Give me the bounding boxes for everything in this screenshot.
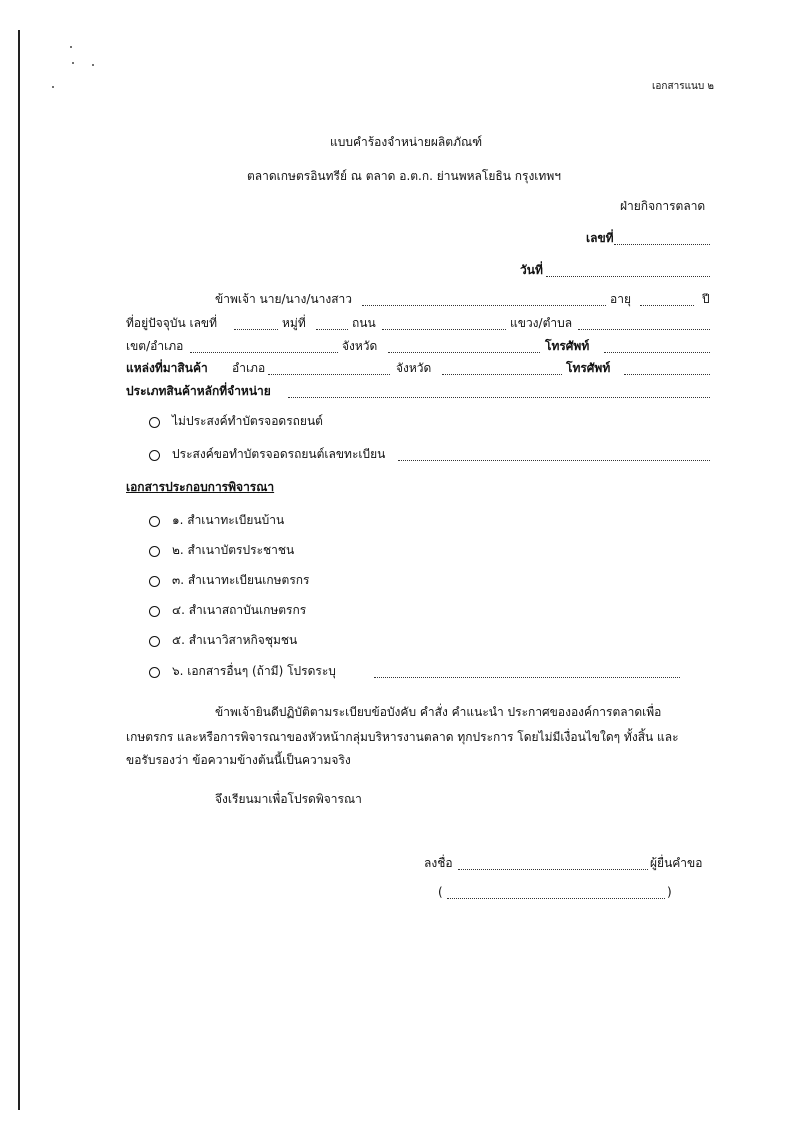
document-item: ๖. เอกสารอื่นๆ (ถ้ามี) โปรดระบุ: [172, 664, 336, 678]
product-type-field[interactable]: [288, 385, 710, 398]
source-province-field[interactable]: [442, 362, 562, 375]
form-title: แบบคำร้องจำหน่ายผลิตภัณฑ์: [330, 135, 483, 149]
age-label: อายุ: [610, 292, 631, 306]
other-document-field[interactable]: [374, 665, 680, 678]
address-number-field[interactable]: [234, 317, 278, 330]
applicant-label: ผู้ยื่นคำขอ: [650, 856, 703, 870]
no-parking-card-radio[interactable]: [149, 417, 160, 428]
source-district-field[interactable]: [268, 362, 390, 375]
address-number-label: ที่อยู่ปัจจุบัน เลขที่: [126, 316, 218, 330]
product-type-label: ประเภทสินค้าหลักที่จำหน่าย: [126, 384, 271, 398]
age-field[interactable]: [640, 293, 694, 306]
source-phone-field[interactable]: [624, 362, 710, 375]
date-label: วันที่: [520, 263, 543, 277]
district-field[interactable]: [190, 340, 338, 353]
closing-statement: จึงเรียนมาเพื่อโปรดพิจารณา: [215, 792, 362, 806]
applicant-name-field[interactable]: [362, 293, 606, 306]
form-subtitle: ตลาดเกษตรอินทรีย์ ณ ตลาด อ.ต.ก. ย่านพหลโยธิน กรุงเทพฯ: [247, 169, 561, 183]
document-checkbox[interactable]: [149, 546, 160, 557]
number-field[interactable]: [614, 232, 710, 245]
declaration-line-3: ขอรับรองว่า ข้อความข้างต้นนี้เป็นความจริง: [126, 753, 351, 767]
department: ฝ่ายกิจการตลาด: [620, 199, 706, 213]
source-district-label: อำเภอ: [232, 361, 266, 375]
number-label: เลขที่: [586, 231, 614, 245]
declaration-line-2: เกษตรกร และหรือการพิจารณาของหัวหน้ากลุ่มบริหารงานตลาด ทุกประการ โดยไม่มีเงื่อนไขใดๆ ทั้งสิ้น และ: [126, 730, 679, 744]
document-checkbox[interactable]: [149, 636, 160, 647]
document-reference: เอกสารแนบ ๒: [652, 81, 714, 92]
document-item: ๒. สำเนาบัตรประชาชน: [172, 543, 295, 557]
printed-name-field[interactable]: [447, 886, 665, 899]
scan-speck: [92, 64, 94, 66]
date-field[interactable]: [546, 264, 710, 277]
scan-speck: [70, 46, 72, 48]
document-item: ๔. สำเนาสถาบันเกษตรกร: [172, 603, 307, 617]
signature-field[interactable]: [458, 857, 648, 870]
document-item: ๑. สำเนาทะเบียนบ้าน: [172, 513, 285, 527]
applicant-prefix: ข้าพเจ้า นาย/นาง/นางสาว: [215, 292, 352, 306]
source-province-label: จังหวัด: [396, 361, 432, 375]
scan-speck: [52, 86, 54, 88]
documents-heading: เอกสารประกอบการพิจารณา: [126, 480, 275, 494]
age-unit: ปี: [702, 292, 710, 306]
phone-field[interactable]: [604, 340, 710, 353]
left-margin-rule: [18, 30, 20, 1110]
no-parking-card-label: ไม่ประสงค์ทำบัตรจอดรถยนต์: [172, 414, 323, 428]
product-source-label: แหล่งที่มาสินค้า: [126, 361, 208, 375]
document-checkbox[interactable]: [149, 606, 160, 617]
district-label: เขต/อำเภอ: [126, 339, 184, 353]
province-field[interactable]: [388, 340, 540, 353]
open-paren: (: [438, 885, 443, 899]
road-label: ถนน: [352, 316, 376, 330]
parking-card-label: ประสงค์ขอทำบัตรจอดรถยนต์เลขทะเบียน: [172, 447, 386, 461]
declaration-line-1: ข้าพเจ้ายินดีปฏิบัติตามระเบียบข้อบังคับ คำสั่ง คำแนะนำ ประกาศขององค์การตลาดเพื่อ: [215, 705, 662, 719]
province-label: จังหวัด: [342, 339, 378, 353]
moo-field[interactable]: [316, 317, 348, 330]
road-field[interactable]: [382, 317, 506, 330]
signature-label: ลงชื่อ: [424, 856, 453, 870]
document-checkbox[interactable]: [149, 576, 160, 587]
moo-label: หมู่ที่: [282, 316, 306, 330]
source-phone-label: โทรศัพท์: [566, 361, 611, 375]
phone-label: โทรศัพท์: [545, 339, 590, 353]
license-plate-field[interactable]: [398, 448, 710, 461]
parking-card-radio[interactable]: [149, 450, 160, 461]
document-item: ๕. สำเนาวิสาหกิจชุมชน: [172, 633, 298, 647]
document-checkbox[interactable]: [149, 667, 160, 678]
close-paren: ): [667, 885, 672, 899]
subdistrict-field[interactable]: [578, 317, 710, 330]
document-checkbox[interactable]: [149, 516, 160, 527]
subdistrict-label: แขวง/ตำบล: [510, 316, 573, 330]
document-item: ๓. สำเนาทะเบียนเกษตรกร: [172, 573, 310, 587]
scan-speck: [72, 62, 74, 64]
